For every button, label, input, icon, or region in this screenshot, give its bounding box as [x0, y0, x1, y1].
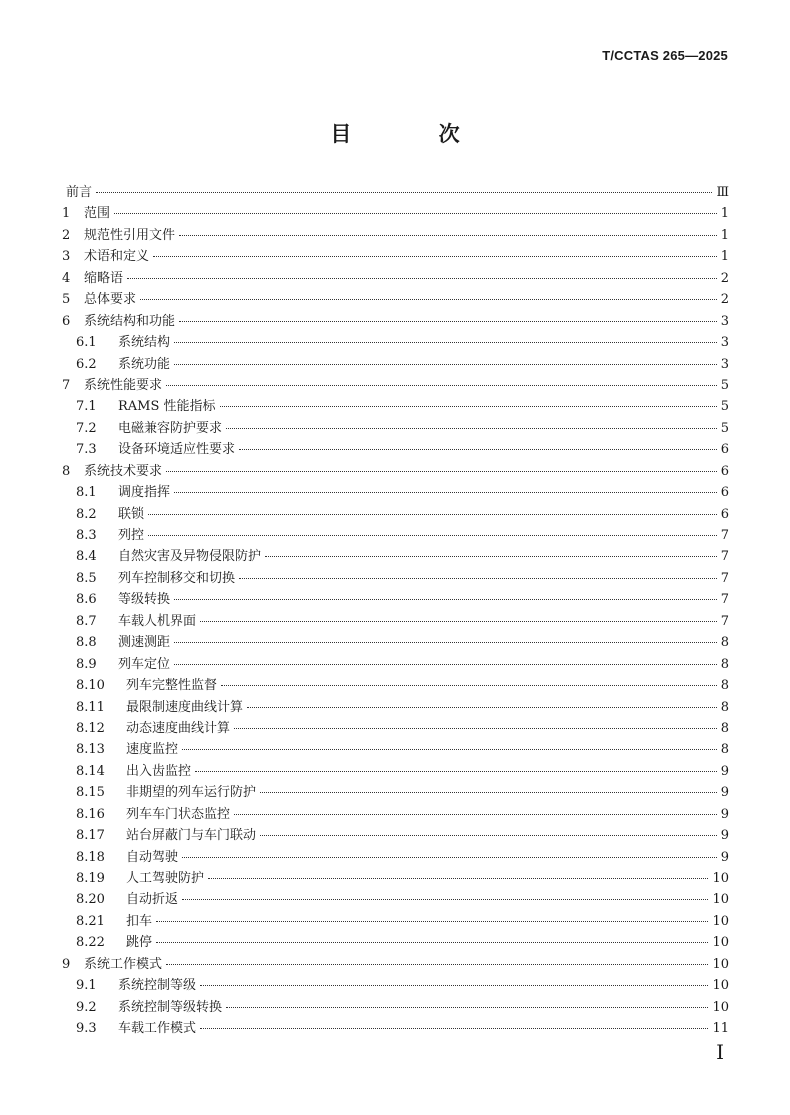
- toc-dot-leader: [226, 428, 717, 429]
- toc-entry-page: 6: [720, 485, 729, 501]
- toc-entry-number: 9: [62, 956, 71, 972]
- toc-entry-label: 出入齿监控: [126, 763, 192, 779]
- toc-dot-leader: [234, 814, 717, 815]
- toc-entry-page: 9: [720, 763, 729, 779]
- toc-entry-label: 系统工作模式: [84, 956, 163, 972]
- toc-entry-label: 列车定位: [118, 656, 171, 672]
- toc-entry[interactable]: [62, 997, 729, 1018]
- toc-dot-leader: [174, 599, 717, 600]
- document-code: T/CCTAS 265—2025: [602, 48, 728, 63]
- toc-entry-number: 8.15: [76, 785, 105, 801]
- toc-dot-leader: [208, 878, 708, 879]
- toc-entry[interactable]: [62, 396, 729, 417]
- toc-entry[interactable]: [62, 354, 729, 375]
- toc-entry-page: 8: [720, 742, 729, 758]
- toc-entry-label: 列车车门状态监控: [126, 806, 231, 822]
- toc-entry[interactable]: [62, 889, 729, 910]
- toc-dot-leader: [148, 514, 717, 515]
- toc-entry-number: 3: [62, 249, 71, 265]
- toc-entry[interactable]: [62, 482, 729, 503]
- toc-entry-label: 测速测距: [118, 635, 171, 651]
- toc-entry-label: 系统功能: [118, 356, 171, 372]
- toc-entry[interactable]: [62, 911, 729, 932]
- toc-entry-page: 10: [712, 871, 729, 886]
- toc-dot-leader: [127, 278, 717, 279]
- toc-entry-number: 8.11: [76, 699, 105, 715]
- toc-entry[interactable]: [62, 932, 729, 953]
- toc-entry-label: 联锁: [118, 506, 145, 522]
- toc-entry-number: 8.22: [76, 935, 105, 951]
- toc-dot-leader: [174, 492, 717, 493]
- toc-entry-number: 7.2: [76, 420, 97, 436]
- toc-entry[interactable]: [62, 268, 729, 289]
- toc-entry[interactable]: [62, 589, 729, 610]
- toc-entry-label: 缩略语: [84, 270, 124, 286]
- toc-entry-label: 非期望的列车运行防护: [126, 785, 257, 801]
- toc-entry-page: 3: [720, 313, 729, 329]
- toc-entry-number: 8.20: [76, 892, 105, 908]
- toc-entry-number: 6.2: [76, 356, 97, 372]
- toc-entry-number: 8.17: [76, 828, 105, 844]
- toc-entry-page: 10: [712, 913, 729, 929]
- toc-entry-page: 10: [712, 956, 729, 972]
- toc-entry-number: 6: [62, 313, 71, 329]
- toc-entry[interactable]: [62, 632, 729, 653]
- toc-entry-page: 10: [712, 978, 729, 994]
- toc-entry-number: 8.2: [76, 506, 97, 522]
- toc-entry[interactable]: [62, 439, 729, 460]
- toc-entry-number: 9.2: [76, 999, 97, 1015]
- toc-dot-leader: [166, 385, 717, 386]
- toc-entry-page: 8: [720, 656, 729, 672]
- toc-entry-label: 总体要求: [84, 292, 137, 308]
- toc-entry-page: 3: [720, 356, 729, 372]
- toc-entry[interactable]: [62, 203, 729, 224]
- toc-entry-page: 9: [720, 828, 729, 844]
- toc-entry-page: 10: [712, 892, 729, 908]
- toc-entry-page: 5: [720, 399, 729, 415]
- toc-entry-label: 前言: [66, 185, 93, 200]
- toc-dot-leader: [234, 728, 717, 729]
- toc-dot-leader: [166, 964, 708, 965]
- toc-entry-page: 8: [720, 678, 729, 694]
- toc-entry-label: 列车完整性监督: [126, 678, 218, 694]
- toc-dot-leader: [156, 921, 708, 922]
- toc-dot-leader: [96, 192, 712, 193]
- toc-entry-page: 6: [720, 463, 729, 479]
- toc-dot-leader: [182, 857, 717, 858]
- toc-entry-page: 7: [720, 570, 729, 586]
- toc-entry[interactable]: [62, 825, 729, 846]
- toc-entry-page: Ⅲ: [716, 185, 729, 200]
- toc-entry-page: 8: [720, 720, 729, 736]
- page-folio: I: [716, 1040, 724, 1064]
- toc-entry-label: 等级转换: [118, 592, 171, 608]
- toc-dot-leader: [174, 364, 717, 365]
- toc-entry[interactable]: [62, 804, 729, 825]
- toc-entry[interactable]: [62, 418, 729, 439]
- toc-entry-number: 8.14: [76, 763, 105, 779]
- toc-entry-label: 速度监控: [126, 742, 179, 758]
- toc-dot-leader: [140, 299, 717, 300]
- toc-entry[interactable]: [62, 739, 729, 760]
- toc-dot-leader: [239, 449, 717, 450]
- toc-dot-leader: [156, 942, 708, 943]
- toc-dot-leader: [200, 985, 708, 986]
- toc-entry[interactable]: [62, 654, 729, 675]
- toc-entry[interactable]: [62, 289, 729, 310]
- toc-dot-leader: [166, 471, 717, 472]
- toc-entry-number: 8.6: [76, 592, 97, 608]
- toc-entry-number: 8.3: [76, 528, 97, 543]
- toc-entry-label: 站台屏蔽门与车门联动: [126, 828, 257, 844]
- toc-entry-number: 6.1: [76, 335, 97, 351]
- toc-dot-leader: [114, 213, 717, 214]
- toc-entry-number: 8.7: [76, 613, 97, 629]
- toc-entry-label: 列控: [118, 528, 145, 543]
- toc-dot-leader: [148, 535, 717, 536]
- toc-entry-number: 1: [62, 206, 71, 222]
- toc-entry[interactable]: [62, 246, 729, 267]
- toc-dot-leader: [221, 685, 717, 686]
- toc-entry-number: 8.10: [76, 678, 105, 694]
- toc-entry[interactable]: [62, 375, 729, 396]
- toc-list: [62, 182, 729, 1040]
- toc-entry[interactable]: [62, 675, 729, 696]
- toc-dot-leader: [182, 899, 708, 900]
- toc-entry-number: 8: [62, 463, 71, 479]
- toc-entry-number: 8.4: [76, 549, 97, 565]
- toc-entry[interactable]: [62, 954, 729, 975]
- toc-dot-leader: [265, 556, 717, 557]
- toc-dot-leader: [226, 1007, 708, 1008]
- toc-dot-leader: [200, 1028, 708, 1029]
- toc-entry-label: 系统结构: [118, 335, 171, 351]
- toc-entry[interactable]: [62, 611, 729, 632]
- toc-entry-label: 系统性能要求: [84, 377, 163, 393]
- toc-entry-label: 自动折返: [126, 892, 179, 908]
- toc-entry[interactable]: [62, 225, 729, 246]
- toc-dot-leader: [260, 792, 717, 793]
- toc-entry-number: 8.8: [76, 635, 97, 651]
- toc-entry-number: 7.3: [76, 442, 97, 458]
- toc-entry[interactable]: [62, 504, 729, 525]
- toc-entry-number: 8.13: [76, 742, 105, 758]
- toc-entry-label: 最限制速度曲线计算: [126, 699, 244, 715]
- toc-entry-label: 自动驾驶: [126, 849, 179, 865]
- toc-dot-leader: [239, 578, 717, 579]
- toc-entry-label: 术语和定义: [84, 249, 150, 265]
- toc-entry-label: 调度指挥: [118, 485, 171, 501]
- toc-entry[interactable]: [62, 546, 729, 567]
- toc-entry-label: 车载工作模式: [118, 1021, 197, 1037]
- toc-entry-number: 5: [62, 292, 71, 308]
- toc-entry-number: 8.18: [76, 849, 105, 865]
- toc-entry-label: 人工驾驶防护: [126, 871, 205, 886]
- toc-dot-leader: [174, 642, 717, 643]
- toc-entry-number: 8.1: [76, 485, 97, 501]
- toc-entry-page: 7: [720, 549, 729, 565]
- toc-entry[interactable]: [62, 697, 729, 718]
- toc-entry[interactable]: [62, 182, 729, 203]
- toc-entry-page: 2: [720, 292, 729, 308]
- toc-entry-number: 8.12: [76, 720, 105, 736]
- toc-entry-page: 9: [720, 849, 729, 865]
- toc-entry[interactable]: [62, 461, 729, 482]
- toc-entry[interactable]: [62, 311, 729, 332]
- toc-entry-page: 6: [720, 442, 729, 458]
- toc-entry-page: 7: [720, 613, 729, 629]
- toc-entry[interactable]: [62, 868, 729, 889]
- toc-entry-page: 8: [720, 635, 729, 651]
- toc-dot-leader: [174, 664, 717, 665]
- toc-entry-page: 1: [720, 249, 729, 265]
- toc-entry-page: 9: [720, 806, 729, 822]
- toc-dot-leader: [247, 707, 717, 708]
- toc-dot-leader: [179, 235, 717, 236]
- toc-entry[interactable]: [62, 568, 729, 589]
- toc-dot-leader: [153, 256, 717, 257]
- toc-entry-page: 10: [712, 935, 729, 951]
- toc-dot-leader: [220, 406, 717, 407]
- toc-entry-number: 7: [62, 377, 71, 393]
- toc-entry-label: 车载人机界面: [118, 613, 197, 629]
- toc-entry-label: 扣车: [126, 913, 153, 929]
- toc-entry-number: 8.19: [76, 871, 105, 886]
- toc-title: 目 次: [330, 121, 500, 146]
- toc-entry-label: 动态速度曲线计算: [126, 720, 231, 736]
- toc-entry-page: 9: [720, 785, 729, 801]
- toc-entry[interactable]: [62, 761, 729, 782]
- toc-entry[interactable]: [62, 782, 729, 803]
- toc-entry-label: 系统控制等级: [118, 978, 197, 994]
- toc-entry-label: 设备环境适应性要求: [118, 442, 236, 458]
- toc-entry[interactable]: [62, 1018, 729, 1039]
- toc-entry-page: 7: [720, 528, 729, 543]
- toc-entry-label: 范围: [84, 206, 111, 222]
- toc-dot-leader: [182, 749, 717, 750]
- toc-entry-page: 2: [720, 270, 729, 286]
- toc-entry-page: 6: [720, 506, 729, 522]
- toc-entry-page: 5: [720, 377, 729, 393]
- toc-entry-page: 1: [720, 227, 729, 243]
- toc-entry-number: 9.3: [76, 1021, 97, 1037]
- toc-entry-label: 系统技术要求: [84, 463, 163, 479]
- toc-entry-number: 8.9: [76, 656, 97, 672]
- toc-entry-number: 8.16: [76, 806, 105, 822]
- toc-entry-number: 9.1: [76, 978, 97, 994]
- toc-entry-label: 系统控制等级转换: [118, 999, 223, 1015]
- toc-entry-number: 8.5: [76, 570, 97, 586]
- toc-entry[interactable]: [62, 847, 729, 868]
- toc-dot-leader: [174, 342, 717, 343]
- toc-entry[interactable]: [62, 525, 729, 546]
- toc-entry-label: 跳停: [126, 935, 153, 951]
- toc-entry-page: 1: [720, 206, 729, 222]
- toc-entry-label: 规范性引用文件: [84, 227, 176, 243]
- toc-entry-label: 列车控制移交和切换: [118, 570, 236, 586]
- toc-entry-page: 7: [720, 592, 729, 608]
- toc-entry-number: 8.21: [76, 913, 105, 929]
- toc-entry-page: 5: [720, 420, 729, 436]
- toc-entry[interactable]: [62, 975, 729, 996]
- toc-entry-number: 7.1: [76, 399, 97, 415]
- toc-dot-leader: [260, 835, 717, 836]
- toc-entry-page: 11: [712, 1021, 729, 1037]
- toc-entry[interactable]: [62, 332, 729, 353]
- toc-entry-number: 4: [62, 270, 71, 286]
- toc-entry-label: 电磁兼容防护要求: [118, 420, 223, 436]
- toc-entry-page: 3: [720, 335, 729, 351]
- toc-dot-leader: [179, 321, 717, 322]
- toc-dot-leader: [195, 771, 717, 772]
- toc-entry-page: 10: [712, 999, 729, 1015]
- toc-entry-label: RAMS 性能指标: [118, 399, 216, 415]
- toc-entry-page: 8: [720, 699, 729, 715]
- toc-dot-leader: [200, 621, 717, 622]
- toc-entry[interactable]: [62, 718, 729, 739]
- toc-entry-number: 2: [62, 227, 71, 243]
- toc-entry-label: 系统结构和功能: [84, 313, 176, 329]
- toc-entry-label: 自然灾害及异物侵限防护: [118, 549, 262, 565]
